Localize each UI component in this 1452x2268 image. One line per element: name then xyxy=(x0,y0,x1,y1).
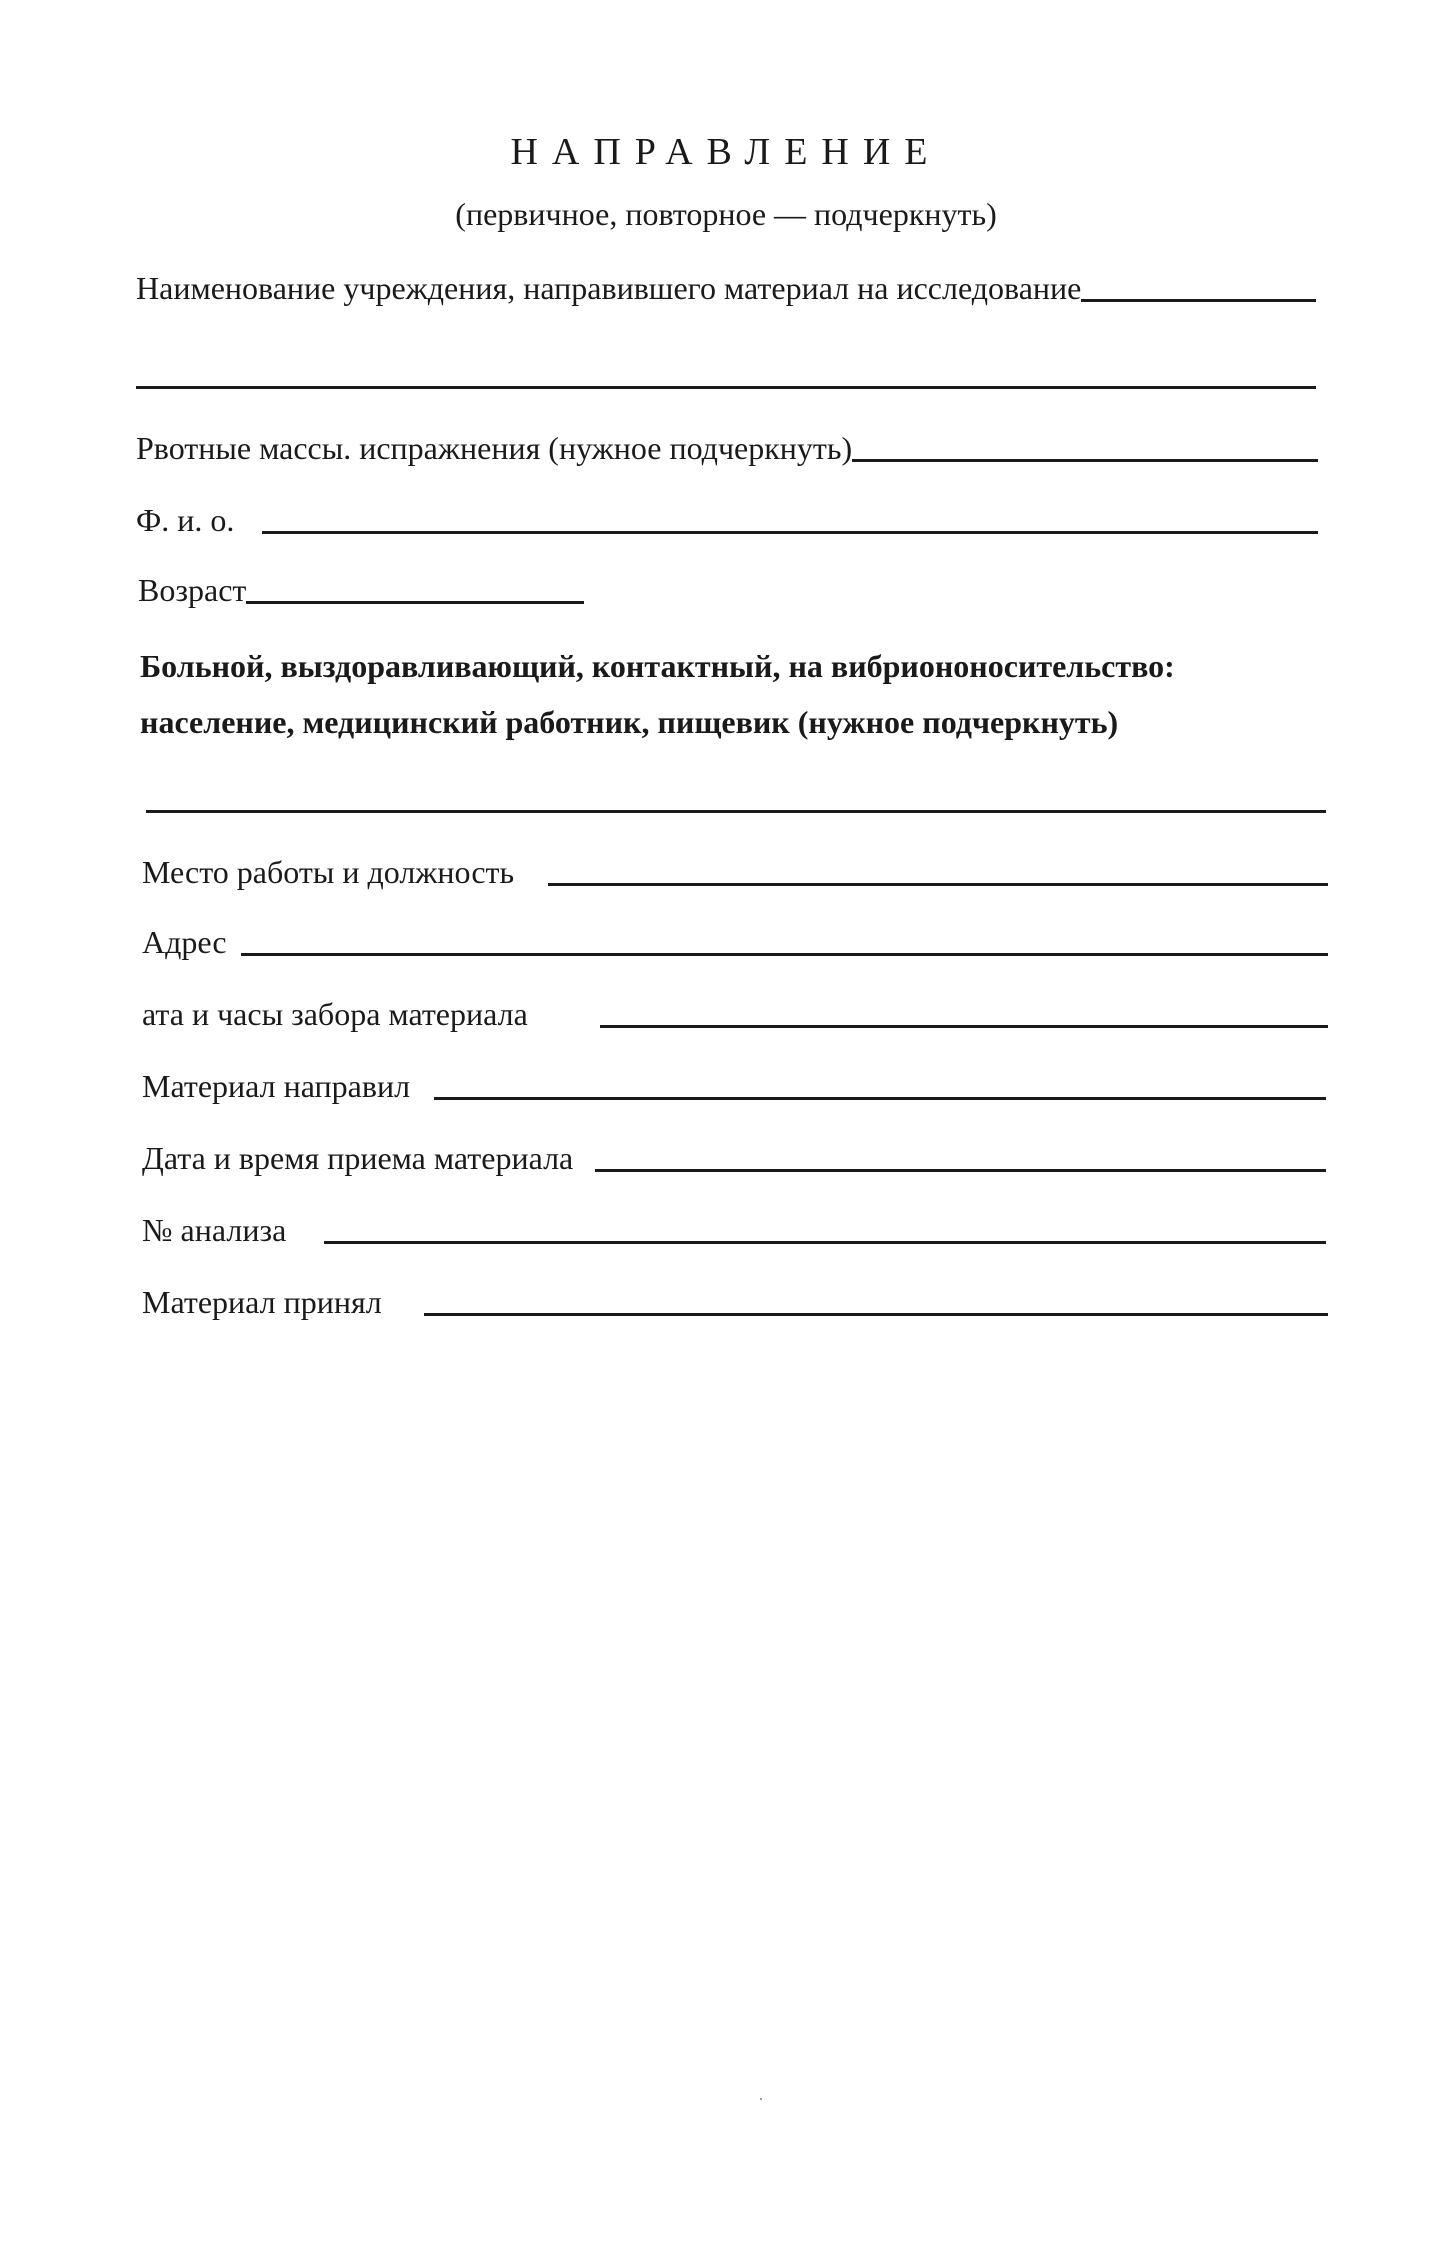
institution-row xyxy=(136,268,1316,308)
scan-speck xyxy=(760,2098,762,2100)
reception-time-field[interactable] xyxy=(595,1169,1326,1172)
address-field[interactable] xyxy=(241,953,1328,956)
sent-by-label: Материал направил xyxy=(142,1068,411,1104)
form-title: НАПРАВЛЕНИЕ xyxy=(510,131,942,173)
name-field[interactable] xyxy=(262,531,1318,534)
sent-by-row xyxy=(142,1066,1326,1106)
collection-time-label: ата и часы забора материала xyxy=(142,996,528,1032)
category-text-line-1: Больной, выздоравливающий, контактный, на вибриононосительство: xyxy=(140,648,1175,684)
reception-time-row xyxy=(142,1138,1326,1178)
age-row xyxy=(138,570,584,610)
institution-label: Наименование учреждения, направившего материал на исследование xyxy=(136,270,1082,306)
address-row xyxy=(142,922,1328,962)
specimen-label: Рвотные массы. испражнения (нужное подчеркнуть) xyxy=(136,430,853,466)
specimen-field[interactable] xyxy=(852,459,1318,462)
analysis-number-row xyxy=(142,1210,1326,1250)
category-text-line-2: население, медицинский работник, пищевик (нужное подчеркнуть) xyxy=(140,704,1119,740)
age-label: Возраст xyxy=(138,572,247,608)
received-by-label: Материал принял xyxy=(142,1284,382,1320)
workplace-label: Место работы и должность xyxy=(142,854,515,890)
address-label: Адрес xyxy=(142,924,227,960)
form-subtitle: (первичное, повторное — подчеркнуть) xyxy=(455,196,997,232)
collection-time-row xyxy=(142,994,1328,1034)
reception-time-label: Дата и время приема материала xyxy=(142,1140,574,1176)
age-field[interactable] xyxy=(246,601,584,604)
workplace-field[interactable] xyxy=(548,883,1328,886)
specimen-row xyxy=(136,428,1318,468)
received-by-row xyxy=(142,1282,1328,1322)
institution-field[interactable] xyxy=(1081,299,1316,302)
workplace-row xyxy=(142,852,1328,892)
sent-by-field[interactable] xyxy=(434,1097,1326,1100)
analysis-number-label: № анализа xyxy=(142,1212,287,1248)
name-row xyxy=(136,500,1318,540)
category-field[interactable] xyxy=(146,810,1326,813)
collection-time-field[interactable] xyxy=(600,1025,1328,1028)
received-by-field[interactable] xyxy=(424,1313,1328,1316)
analysis-number-field[interactable] xyxy=(324,1241,1326,1244)
institution-continuation-field[interactable] xyxy=(136,386,1316,389)
name-label: Ф. и. о. xyxy=(136,502,235,538)
